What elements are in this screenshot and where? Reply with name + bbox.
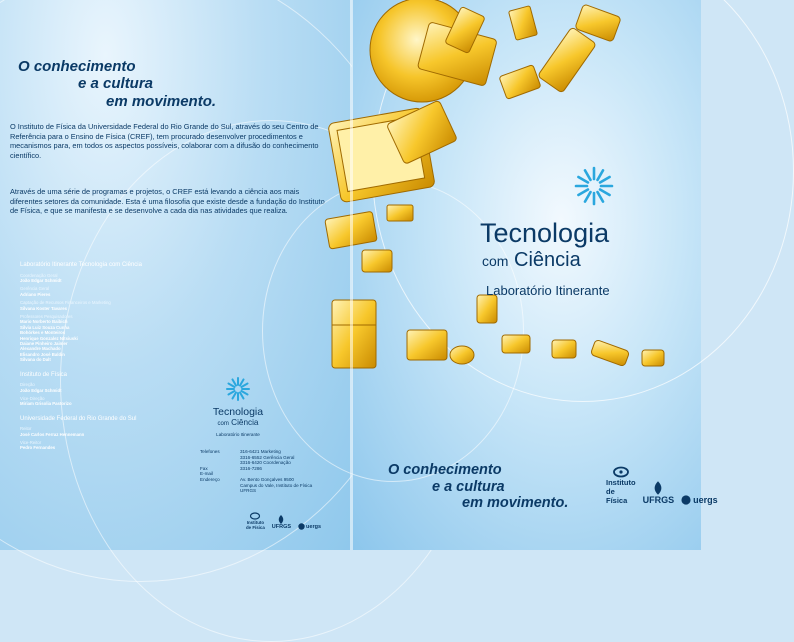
credit-name: Silvia Luiz Souza Cunha — [20, 324, 70, 330]
contact-label: Fax — [200, 465, 208, 471]
sunburst-ray — [241, 384, 247, 388]
sunburst-ray — [600, 190, 610, 196]
camera-icon — [508, 6, 537, 41]
title-ciencia: Ciência — [514, 249, 581, 271]
contact-value: Campus do Vale, Instituto de Física — [240, 482, 313, 488]
right-tagline — [388, 462, 568, 512]
credit-role: Coordenação Geral — [20, 272, 58, 278]
walkman-icon — [552, 340, 576, 358]
credit-name: José Carlos Ferraz Hennemann — [20, 431, 85, 437]
credit-role: Direção — [20, 382, 35, 388]
credits-if-title: Instituto de Física — [20, 371, 68, 378]
credits-lab-title: Laboratório Itinerante Tecnologia com Ciência — [20, 262, 142, 268]
sunburst-ray — [240, 392, 244, 398]
credit-role: Gerência Geral — [20, 286, 50, 292]
credits-ufrgs-roles — [20, 426, 190, 451]
credit-name: Alexandre Machado — [20, 346, 61, 352]
right-panel — [352, 0, 718, 550]
instituto-fisica-logo — [246, 512, 265, 530]
telephone-icon — [499, 65, 541, 100]
gameboy-icon — [502, 335, 530, 353]
sunburst-ray — [228, 391, 234, 395]
tagline-line3: em movimento. — [462, 495, 569, 512]
contact-value: 3316-6552 Gerência Geral — [240, 454, 295, 460]
credits-block — [20, 262, 190, 451]
contact-value: 316-6421 Marketing — [240, 449, 281, 454]
credits-if-roles — [20, 382, 190, 407]
credit-name: Daiane Pinheiro Jaimer — [20, 340, 68, 346]
if-mark-icon — [613, 466, 629, 478]
disk-icon — [387, 205, 413, 221]
uergs-logo — [681, 495, 718, 505]
contact-label: Endereço — [200, 476, 220, 482]
printer-icon — [407, 330, 447, 360]
ufrgs-logo — [272, 515, 291, 530]
tagline-line2: e a cultura — [78, 75, 154, 93]
sunburst-ray — [598, 170, 604, 180]
credit-name: João Edgar Schmidt — [20, 387, 62, 393]
contact-row — [200, 488, 330, 494]
title-block — [480, 218, 610, 298]
title-subtitle: Laboratório Itinerante — [486, 283, 610, 298]
sunburst-ray — [241, 391, 247, 395]
tagline-line2: e a cultura — [432, 478, 505, 495]
credit-name: Adriano Pieres — [20, 291, 51, 297]
contact-block — [200, 449, 330, 494]
tagline-line1: O conhecimento — [388, 462, 502, 478]
contact-value: 3316-6420 Coordenação — [240, 460, 291, 466]
uergs-circle-icon — [298, 523, 305, 530]
uergs-circle-icon — [681, 495, 691, 505]
sunburst-ray — [598, 192, 604, 202]
small-tecnologia-logo — [198, 376, 278, 437]
credit-name: Elisandro José Baldin — [20, 351, 65, 357]
credit-name: João Edgar Schmidt — [20, 277, 62, 283]
sunburst-logo-icon — [225, 376, 251, 402]
flame-icon — [277, 515, 285, 524]
left-tagline — [18, 58, 216, 110]
contact-label: E-mail — [200, 471, 214, 477]
contact-label: Telefones — [200, 449, 220, 454]
credit-role: Vice-Reitor — [20, 440, 42, 446]
ufrgs-logo — [643, 481, 675, 505]
contact-value: Av. Bento Gonçalves 9500 — [240, 476, 294, 482]
small-logo-com: com — [217, 421, 229, 427]
astronaut-icon — [590, 339, 629, 366]
if-logo-line1: Instituto — [606, 478, 636, 487]
small-logo-ciencia: Ciência — [231, 418, 259, 427]
credit-role: Professores Pesquisadores — [20, 313, 73, 319]
uergs-logo-text: uergs — [306, 523, 322, 530]
cd-icon — [450, 346, 474, 364]
sunburst-ray — [578, 190, 588, 196]
sunburst-ray — [585, 192, 591, 202]
if-logo-line2: de Física — [246, 525, 265, 530]
if-logo-line2: de Física — [606, 487, 628, 505]
intro-paragraph: O Instituto de Física da Universidade Federal do Rio Grande do Sul, através do seu Centro de Referência para o Ensino de Física (CREF), tem procurado desenvolver procedimentos e mecanismos para, em todos os aspectos possíveis, colaborar com a difusão do conhecimento científico. — [10, 122, 319, 160]
satellite-icon — [538, 27, 597, 93]
sunburst-ray — [585, 170, 591, 180]
sunburst-ray — [233, 379, 237, 385]
page-fold — [350, 0, 353, 550]
radio-icon — [362, 250, 392, 272]
contact-value: UFRGS — [240, 488, 257, 494]
credits-ufrgs-title: Universidade Federal do Rio Grande do Sul — [20, 415, 137, 422]
instituto-fisica-logo — [606, 466, 636, 505]
mouse-icon — [642, 350, 664, 366]
if-logo-line1: Instituto — [246, 520, 265, 525]
credits-lab-roles — [20, 273, 190, 363]
mobile-phone-icon — [477, 295, 497, 323]
tagline-line1: O conhecimento — [18, 58, 136, 75]
credit-name: Pedro Fernandes — [20, 445, 56, 451]
small-logo-subtitle: Laboratório Itinerante — [216, 432, 260, 437]
tagline-line3: em movimento. — [106, 92, 217, 110]
sunburst-ray — [233, 392, 237, 398]
credit-name: Bohórkes e Monteiros — [20, 330, 66, 336]
mission-paragraph: Através de uma série de programas e projetos, o CREF está levando a ciência aos mais diferentes setores da comunidade. Esta é uma filosofia que existe desde a fundação do Instituto de Física, e que se manifesta e se desenvolve a cada dia nas atividades que realiza. — [10, 187, 325, 216]
contact-value: 3316-7286 — [240, 465, 262, 471]
credit-name: Silvana Koster Tavares — [20, 305, 67, 311]
right-institution-logos — [606, 466, 718, 505]
sunburst-logo-icon — [574, 166, 614, 206]
sunburst-ray — [228, 384, 234, 388]
title-tecnologia: Tecnologia — [480, 218, 610, 248]
credit-role: Captação de Recursos Financeiros e Marketing — [20, 300, 111, 306]
sunburst-ray — [600, 177, 610, 183]
credit-role: Reitor — [20, 426, 32, 432]
flame-icon — [652, 481, 664, 495]
credit-role: Vice-Direção — [20, 395, 45, 401]
refrigerator-icon — [332, 300, 376, 368]
uergs-logo — [298, 523, 321, 530]
title-com: com — [482, 253, 509, 269]
if-mark-icon — [250, 512, 260, 520]
credit-name: Mario Norberto Baibich — [20, 319, 68, 325]
ufrgs-logo-text: UFRGS — [271, 524, 292, 530]
sunburst-ray — [578, 177, 588, 183]
contact-label — [200, 488, 240, 494]
credit-name: Silvana do Dalt — [20, 357, 51, 363]
ufrgs-logo-text: UFRGS — [642, 495, 675, 505]
sunburst-ray — [240, 379, 244, 385]
small-logo-line1: Tecnologia — [212, 406, 264, 418]
credit-name: Henrique Gonzalez Nitsiuski — [20, 335, 78, 341]
credit-name: Miriam Grisolia Pastorizo — [20, 401, 72, 407]
uergs-logo-text: uergs — [693, 495, 718, 505]
gadget-cloud-illustration — [352, 0, 701, 420]
left-institution-logos — [246, 512, 321, 530]
